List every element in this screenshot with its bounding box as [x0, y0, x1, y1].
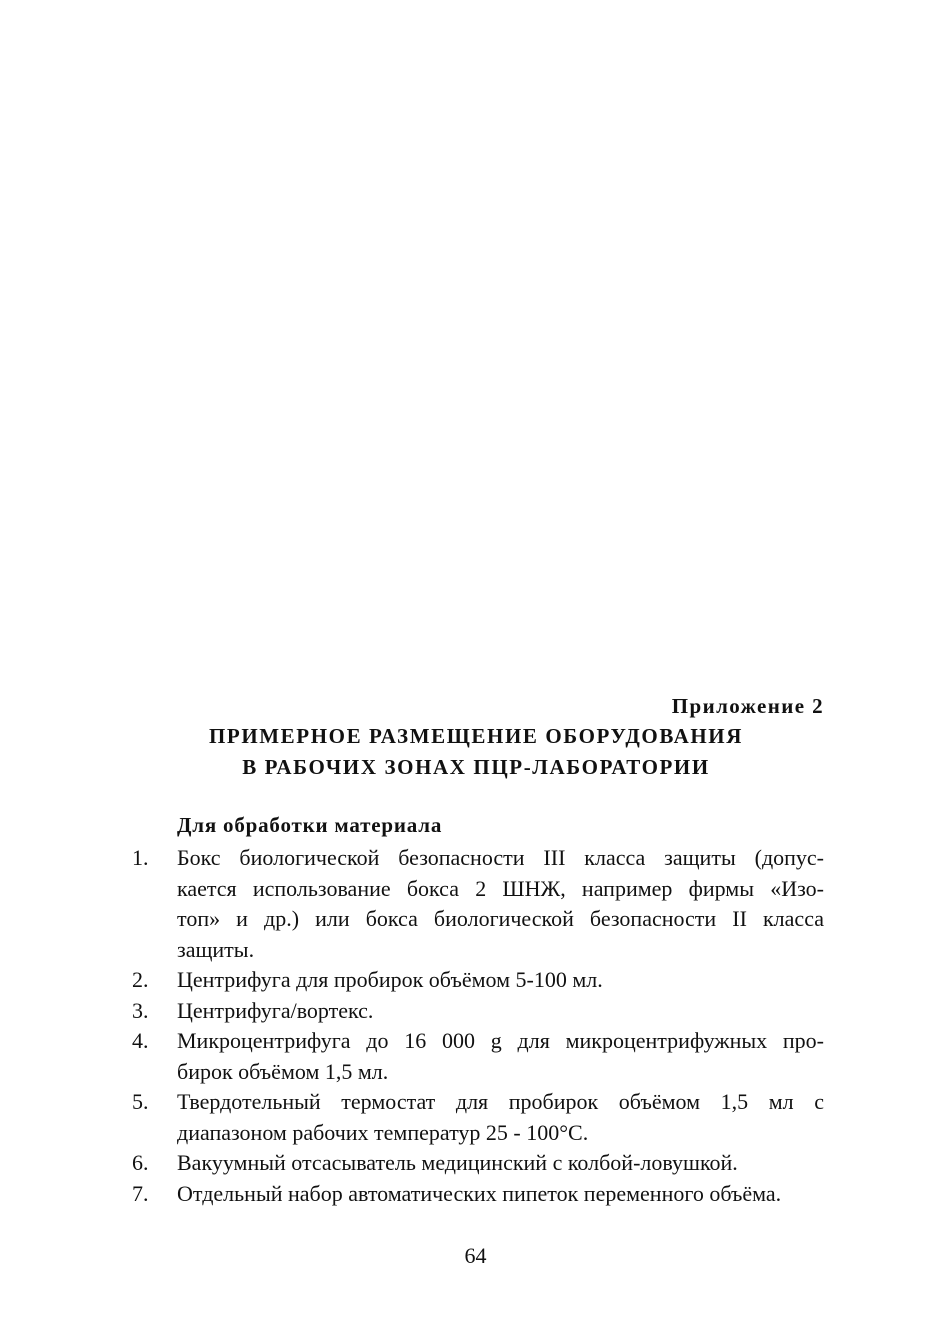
list-item-number: 5.	[132, 1089, 149, 1114]
list-item-line: Микроцентрифуга до 16 000 g для микроцентрифужных про-	[177, 1028, 824, 1053]
list-item	[132, 1148, 824, 1179]
page-title-line-2: В РАБОЧИХ ЗОНАХ ПЦР-ЛАБОРАТОРИИ	[242, 755, 710, 779]
list-item-text	[177, 1026, 824, 1087]
equipment-list	[132, 843, 824, 1209]
page-title-line-1: ПРИМЕРНОЕ РАЗМЕЩЕНИЕ ОБОРУДОВАНИЯ	[208, 724, 744, 748]
list-item-text	[177, 1179, 824, 1210]
list-item-line: Твердотельный термостат для пробирок объёмом 1,5 мл с	[177, 1089, 824, 1114]
list-item-number: 4.	[132, 1028, 149, 1053]
list-item	[132, 843, 824, 965]
list-item-number: 3.	[132, 997, 149, 1023]
list-item-line: топ» и др.) или бокса биологической безопасности II класса	[177, 906, 824, 931]
appendix-label: Приложение 2	[671, 694, 824, 718]
list-item	[132, 996, 824, 1027]
list-item	[132, 1179, 824, 1210]
list-item-line: Вакуумный отсасыватель медицинский с колбой-ловушкой.	[177, 1150, 738, 1175]
list-item-line: Отдельный набор автоматических пипеток переменного объёма.	[177, 1180, 782, 1206]
list-item-text	[177, 843, 824, 965]
list-item-number: 7.	[132, 1180, 149, 1206]
page-number: 64	[464, 1243, 487, 1268]
list-item	[132, 1026, 824, 1087]
list-item-text	[177, 1148, 824, 1179]
list-item	[132, 965, 824, 996]
list-item-line: кается использование бокса 2 ШНЖ, например фирмы «Изо-	[177, 875, 824, 901]
list-item-text	[177, 965, 824, 996]
list-item-line: Центрифуга для пробирок объёмом 5-100 мл.	[177, 967, 603, 992]
section-heading: Для обработки материала	[177, 813, 443, 837]
list-item-line: бирок объёмом 1,5 мл.	[177, 1058, 389, 1084]
list-item-line: Центрифуга/вортекс.	[177, 997, 374, 1023]
list-item-text	[177, 996, 824, 1027]
list-item-text	[177, 1087, 824, 1148]
list-item	[132, 1087, 824, 1148]
list-item-line: диапазоном рабочих температур 25 - 100°С.	[177, 1119, 589, 1145]
list-item-line: защиты.	[177, 936, 255, 962]
list-item-number: 2.	[132, 967, 149, 992]
list-item-number: 6.	[132, 1150, 149, 1175]
list-item-number: 1.	[132, 845, 149, 870]
list-item-line: Бокс биологической безопасности III класса защиты (допус-	[177, 845, 824, 870]
